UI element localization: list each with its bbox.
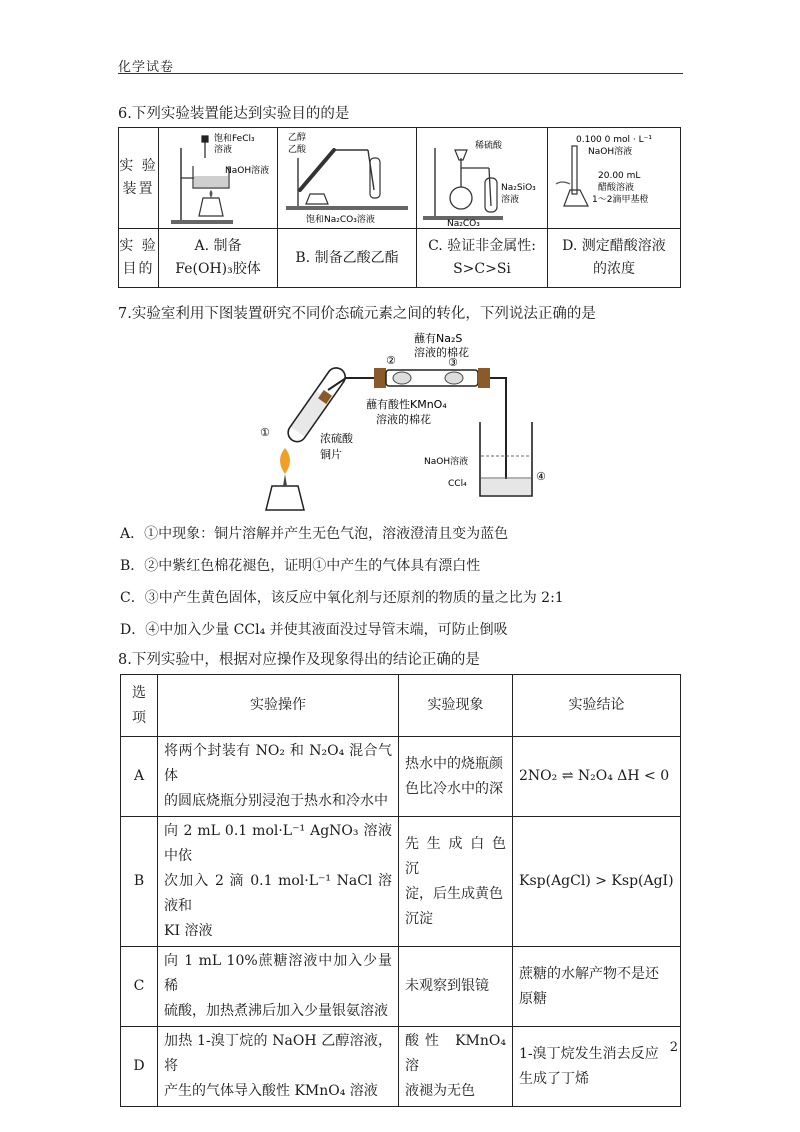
apparatus-a-label3: NaOH溶液 <box>225 166 270 176</box>
apparatus-d-drawing <box>548 128 680 228</box>
q8-row-d <box>121 1027 681 1107</box>
q7-stopper-3 <box>478 368 490 388</box>
q6-purpose-c <box>417 229 548 288</box>
q7-option-b: B．②中紫红色棉花褪色，证明①中产生的气体具有漂白性 <box>120 558 481 574</box>
q8-row-b-conclusion <box>513 817 681 947</box>
q7-label-n2: ② <box>386 354 396 367</box>
q6-apparatus-d <box>548 128 681 229</box>
apparatus-c-label2: Na₂SiO₃ <box>501 183 536 193</box>
q8-header-conclusion: 实验结论 <box>513 675 681 737</box>
delivery-tube-v <box>489 168 491 206</box>
stand-base <box>286 206 408 210</box>
q6-table <box>118 127 681 288</box>
apparatus-d-label5: 1～2滴甲基橙 <box>592 195 649 205</box>
q7-label-acid: 浓硫酸 <box>320 432 353 445</box>
q6-apparatus-a <box>159 128 278 229</box>
q8-row-a-ph-line2: 色比冷水中的深 <box>405 780 503 797</box>
q7-label-ccl4: CCl₄ <box>448 479 467 489</box>
q8-row-c-conclusion <box>513 947 681 1027</box>
q8-header-operation: 实验操作 <box>158 675 399 737</box>
q8-row-a <box>121 737 681 817</box>
stand-base <box>171 220 233 224</box>
q7-option-c: C．③中产生黄色固体，该反应中氧化剂与还原剂的物质的量之比为 2:1 <box>120 590 564 606</box>
alcohol-lamp <box>199 198 223 216</box>
q6-apparatus-b <box>278 128 417 229</box>
q8-row-b-ph-line2: 淀，后生成黄色 <box>405 885 503 902</box>
q8-row-b-op-line1: 向 2 mL 0.1 mol·L⁻¹ AgNO₃ 溶液中依 <box>164 823 392 864</box>
q6-purpose-c-line2: S>C>Si <box>453 261 511 277</box>
q7-option-a: A．①中现象：铜片溶解并产生无色气泡，溶液澄清且变为蓝色 <box>120 526 509 542</box>
apparatus-c-drawing <box>417 128 547 228</box>
q6-purpose-b-text: B. 制备乙酸乙酯 <box>295 249 399 266</box>
q8-header-option-line2: 项 <box>132 709 146 726</box>
q8-row-d-op-line1: 加热 1-溴丁烷的 NaOH 乙醇溶液，将 <box>164 1033 392 1074</box>
apparatus-c-label3: 溶液 <box>501 195 520 205</box>
q6-purpose-b <box>278 229 417 288</box>
q8-row-d-co-line1: 1-溴丁烷发生消去反应 <box>519 1045 659 1062</box>
lamp-flame <box>210 190 213 198</box>
q8-row-d-conclusion <box>513 1027 681 1107</box>
q8-row-b-label: B <box>121 817 158 947</box>
apparatus-d-label2: NaOH溶液 <box>588 147 633 157</box>
q8-row-c-op-line1: 向 1 mL 10%蔗糖溶液中加入少量稀 <box>164 953 392 994</box>
q6-row-label-apparatus <box>119 128 159 229</box>
q6-row-label-purpose <box>119 229 159 288</box>
conical-flask <box>564 190 588 206</box>
q8-row-b-operation <box>158 817 399 947</box>
q8-row-b-op-line3: KI 溶液 <box>164 923 213 939</box>
q8-row-b-phenomenon <box>399 817 513 947</box>
hand <box>556 182 570 184</box>
q8-header-option-line1: 选 <box>132 684 146 701</box>
q6-purpose-d-line2: 的浓度 <box>593 261 635 277</box>
header-rule <box>118 73 683 74</box>
apparatus-d-label4: 醋酸溶液 <box>598 183 635 193</box>
q8-row-d-operation <box>158 1027 399 1107</box>
q6-purpose-a <box>159 229 278 288</box>
q8-row-a-op-line2: 的圆底烧瓶分别浸泡于热水和冷水中 <box>164 793 388 809</box>
q7-delivery-tube-2 <box>490 378 506 488</box>
q8-row-d-ph-line1: 酸性 KMnO₄ 溶 <box>405 1033 506 1074</box>
q7-label-n1: ① <box>260 426 270 439</box>
q6-apparatus-c <box>417 128 548 229</box>
q7-option-d: D．④中加入少量 CCl₄ 并使其液面没过导管末端，可防止倒吸 <box>120 622 508 638</box>
q6-purpose-d-line1: D. 测定醋酸溶液 <box>562 238 666 254</box>
q8-row-d-op-line2: 产生的气体导入酸性 KMnO₄ 溶液 <box>164 1083 378 1099</box>
apparatus-a-label2: 溶液 <box>214 145 233 155</box>
q6-title: 6.下列实验装置能达到实验目的的是 <box>118 106 350 122</box>
page-number: 2 <box>669 1040 678 1055</box>
q8-row-a-phenomenon <box>399 737 513 817</box>
test-tube <box>300 150 334 190</box>
apparatus-b-label3: 饱和Na₂CO₃溶液 <box>306 215 375 225</box>
apparatus-d-label3: 20.00 mL <box>598 171 641 181</box>
q7-cotton-3 <box>445 372 463 384</box>
q8-row-d-co-line2: 生成了丁烯 <box>519 1070 589 1087</box>
q6-row1-label-line2: 装置 <box>122 181 155 197</box>
q7-stopper-2 <box>374 368 386 388</box>
apparatus-b-drawing <box>278 128 416 228</box>
q8-row-b-ph-line1: 先 生 成 白 色 沉 <box>405 835 506 877</box>
q8-row-a-label: A <box>121 737 158 817</box>
burette <box>572 146 577 194</box>
q8-row-c <box>121 947 681 1027</box>
q7-label-n3: ③ <box>448 356 458 369</box>
q7-label-n4: ④ <box>536 470 546 483</box>
q8-header-phenomenon: 实验现象 <box>399 675 513 737</box>
q6-purpose-a-line2: Fe(OH)₃胶体 <box>175 261 261 277</box>
dropper <box>202 136 208 158</box>
q8-header-option <box>121 675 158 737</box>
q8-row-b-op-line2: 次加入 2 滴 0.1 mol·L⁻¹ NaCl 溶液和 <box>164 873 392 914</box>
q8-row-c-phenomenon <box>399 947 513 1027</box>
q7-wick <box>283 474 287 486</box>
q6-row1-label-line1: 实 验 <box>119 158 158 174</box>
q8-row-a-ph-line1: 热水中的烧瓶颜 <box>405 755 503 772</box>
apparatus-c-label1: 稀硫酸 <box>475 141 503 151</box>
q8-row-d-phenomenon <box>399 1027 513 1107</box>
q8-row-a-operation <box>158 737 399 817</box>
apparatus-b-label1: 乙醇 <box>288 133 307 143</box>
delivery-tube-v <box>368 150 374 190</box>
q7-flame <box>280 448 290 474</box>
q7-ccl4-layer <box>481 479 531 495</box>
q6-purpose-d <box>548 229 681 288</box>
q7-label-top1: 蘸有Na₂S <box>414 332 463 345</box>
q7-cotton-2 <box>393 372 411 384</box>
q8-row-d-label: D <box>121 1027 158 1107</box>
q8-row-b-co-line1: Ksp(AgCl) > Ksp(AgI) <box>519 873 674 889</box>
apparatus-d-label1: 0.100 0 mol · L⁻¹ <box>576 135 652 145</box>
q7-label-top2: 溶液的棉花 <box>414 346 469 359</box>
q8-row-c-co-line1: 蔗糖的水解产物不是还 <box>519 965 659 982</box>
exam-header-title: 化学试卷 <box>118 60 175 75</box>
q8-table <box>120 674 681 1107</box>
q7-label-copper: 铜片 <box>320 448 342 461</box>
q8-row-c-label: C <box>121 947 158 1027</box>
q7-delivery-tube-1 <box>328 378 374 390</box>
q6-purpose-a-line1: A. 制备 <box>194 238 242 254</box>
q7-apparatus-figure <box>236 328 566 514</box>
q7-label-mid2: 溶液的棉花 <box>376 413 431 426</box>
apparatus-c-label4: Na₂CO₃ <box>447 219 480 228</box>
q8-row-c-co-line2: 原糖 <box>519 990 547 1007</box>
beaker-liquid <box>194 176 228 187</box>
round-flask <box>450 187 472 209</box>
alcohol-lamp <box>306 194 328 204</box>
q8-row-b-ph-line3: 沉淀 <box>405 910 433 927</box>
q7-alcohol-lamp <box>266 486 304 510</box>
q8-row-a-op-line1: 将两个封装有 NO₂ 和 N₂O₄ 混合气体 <box>164 743 392 784</box>
q8-row-c-ph-line1: 未观察到银镜 <box>405 978 489 994</box>
q6-purpose-c-line1: C. 验证非金属性: <box>428 238 536 254</box>
q8-row-b <box>121 817 681 947</box>
q8-row-c-operation <box>158 947 399 1027</box>
q6-row2-label-line2: 目的 <box>122 261 155 277</box>
q7-label-mid1: 蘸有酸性KMnO₄ <box>366 398 447 411</box>
apparatus-a-label1: 饱和FeCl₃ <box>214 134 255 144</box>
q8-title: 8.下列实验中，根据对应操作及现象得出的结论正确的是 <box>118 652 480 668</box>
q8-row-a-co-line1: 2NO₂ ⇌ N₂O₄ ΔH < 0 <box>519 768 670 784</box>
q8-row-a-conclusion <box>513 737 681 817</box>
q8-row-d-ph-line2: 液褪为无色 <box>405 1083 475 1099</box>
q6-row2-label-line1: 实 验 <box>119 238 158 254</box>
apparatus-b-label2: 乙酸 <box>288 145 307 155</box>
q7-label-naoh: NaOH溶液 <box>424 457 469 467</box>
q7-title: 7.实验室利用下图装置研究不同价态硫元素之间的转化，下列说法正确的是 <box>118 306 596 322</box>
apparatus-a-drawing <box>159 128 277 228</box>
q8-row-c-op-line2: 硫酸，加热煮沸后加入少量银氨溶液 <box>164 1003 388 1019</box>
